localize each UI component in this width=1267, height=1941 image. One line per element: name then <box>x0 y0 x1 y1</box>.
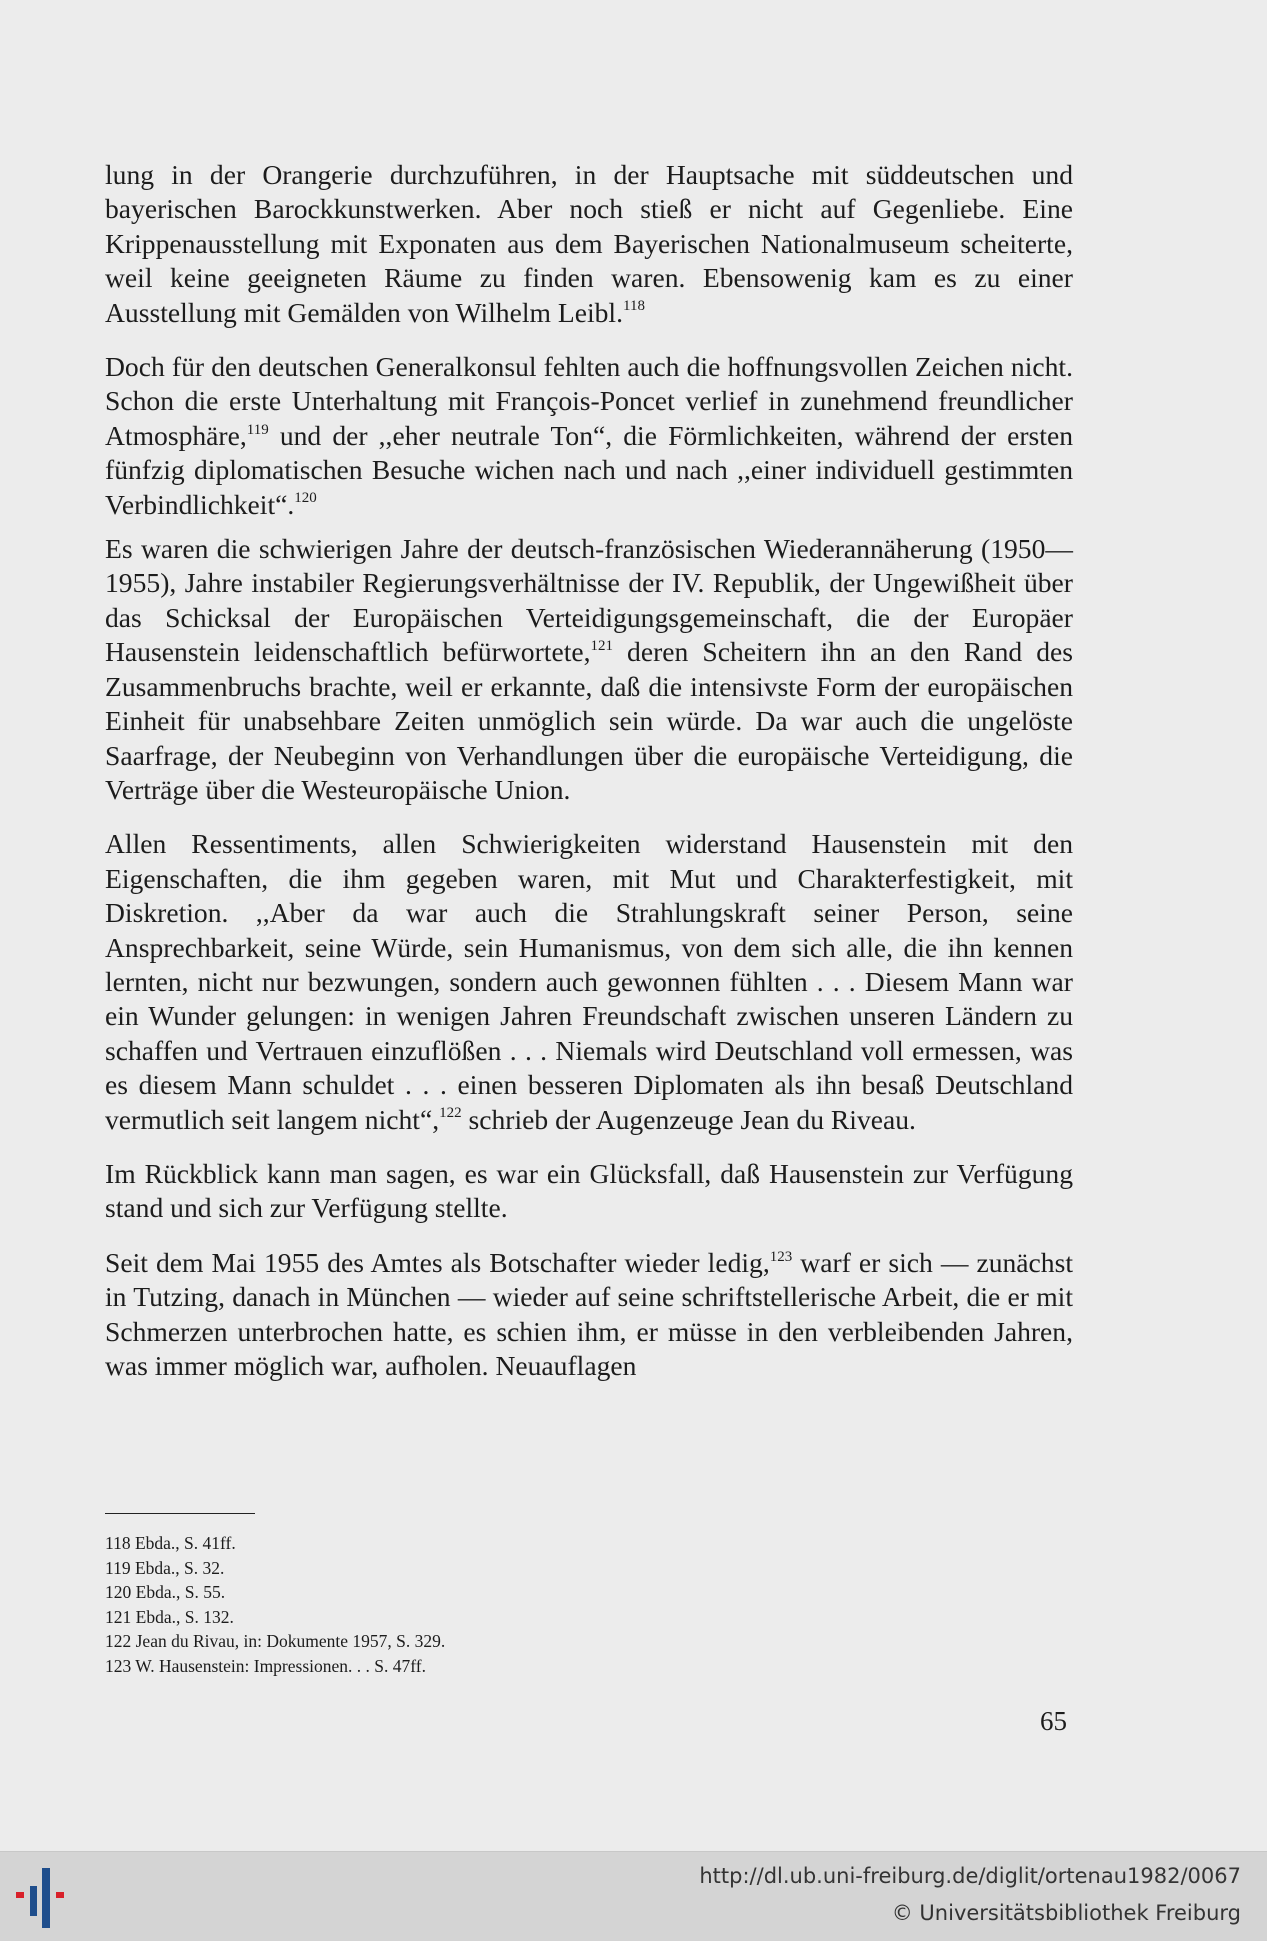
paragraph-text: deren Scheitern ihn an den Rand des Zusammenbruchs brachte, weil er erkannte, daß die intensivste Form der europäischen Einheit für unabsehbare Zeiten unmöglich sein würde. Da war auch die ungelöste Saarfrage, der Neubeginn von Verhandlungen über die europäische Verteidigung, die Verträge über die Westeuropäische Union. <box>105 636 1073 805</box>
footnote-reference: 120 <box>294 490 317 507</box>
footer-divider <box>0 1851 1267 1852</box>
page-number: 65 <box>1040 1706 1067 1736</box>
footnote-reference: 118 <box>623 298 645 315</box>
paragraph-text: warf er sich — zunächst in Tutzing, danach in München — wieder auf seine schriftstellerische Arbeit, die er mit Schmerzen unterbrochen hatte, es schien ihm, er müsse in den verbleibenden Jahren, was immer möglich war, aufholen. Neuauflagen <box>105 1246 1074 1381</box>
footnote-reference: 121 <box>590 638 614 655</box>
paragraph-text: Im Rückblick kann man sagen, es war ein Glücksfall, daß Hausenstein zur Verfügung stand und sich zur Verfügung stellte. <box>105 1157 1073 1224</box>
paragraph-text: Seit dem Mai 1955 des Amtes als Botschafter wieder ledig, <box>105 1246 770 1278</box>
paragraph <box>105 350 1073 522</box>
footnote: 119 Ebda., S. 32. <box>105 1557 225 1578</box>
paragraph-text: lung in der Orangerie durchzuführen, in der Hauptsache mit süddeutschen und bayerischen Barockkunstwerken. Aber noch stieß er nicht auf Gegenliebe. Eine Krippenausstellung mit Exponaten aus dem Bayerischen Nationalmuseum scheiterte, weil keine geeigneten Räume zu finden waren. Ebensowenig kam es zu einer Ausstellung mit Gemälden von Wilhelm Leibl. <box>105 159 1073 328</box>
paragraph <box>105 1157 1073 1226</box>
paragraph-text: und der ,,eher neutrale Ton“, die Förmlichkeiten, während der ersten fünfzig diplomatischen Besuche wichen nach und nach ,,einer individuell gestimmten Verbindlichkeit“. <box>105 419 1073 520</box>
footer-url-link[interactable]: http://dl.ub.uni-freiburg.de/diglit/ortenau1982/0067 <box>699 1864 1241 1888</box>
paragraph-text: Allen Ressentiments, allen Schwierigkeiten widerstand Hausenstein mit den Eigenschaften, die ihm gegeben waren, mit Mut und Charakterfestigkeit, mit Diskretion. ,,Aber da war auch die Strahlungskraft seiner Person, seine Ansprechbarkeit, seine Würde, sein Humanismus, von dem sich alle, die ihn kennen lernten, nicht nur bezwungen, sondern auch gewonnen fühlten . . . Diesem Mann war ein Wunder gelungen: in wenigen Jahren Freundschaft zwischen unseren Ländern zu schaffen und Vertrauen einzuflößen . . . Niemals wird Deutschland voll ermessen, was es diesem Mann schuldet . . . einen besseren Diplomaten als ihn besaß Deutschland vermutlich seit langem nicht“, <box>105 828 1073 1135</box>
paragraph-text: Doch für den deutschen Generalkonsul fehlten auch die hoffnungsvollen Zeichen nicht. Schon die erste Unterhaltung mit François-Poncet verlief in zunehmend freundlicher Atmosphäre, <box>105 351 1073 451</box>
paragraph <box>105 1246 1073 1384</box>
paragraph <box>105 827 1073 1137</box>
paragraph <box>105 158 1073 330</box>
footnote: 122 Jean du Rivau, in: Dokumente 1957, S. 329. <box>105 1631 446 1652</box>
footnote-reference: 119 <box>246 421 269 438</box>
footnote-rule <box>105 1513 255 1514</box>
footnote: 118 Ebda., S. 41ff. <box>105 1533 236 1553</box>
body-text <box>105 158 1073 1403</box>
footnote: 121 Ebda., S. 132. <box>105 1606 234 1627</box>
footnote: 123 W. Hausenstein: Impressionen. . . S. 47ff. <box>105 1655 426 1676</box>
paragraph-text: schrieb der Augenzeuge Jean du Riveau. <box>461 1103 916 1135</box>
footer-copyright: © Universitätsbibliothek Freiburg <box>891 1901 1241 1925</box>
footnote-reference: 122 <box>439 1105 462 1122</box>
paragraph-text: Es waren die schwierigen Jahre der deutsch-französischen Wiederannäherung (1950—1955), Jahre instabiler Regierungsverhältnisse der IV. Republik, der Ungewißheit über das Schicksal der Europäischen Verteidigungsgemeinschaft, die der Europäer Hausenstein leidenschaftlich befürwortete, <box>105 533 1073 668</box>
footnote: 120 Ebda., S. 55. <box>105 1582 226 1603</box>
footnote-reference: 123 <box>769 1248 793 1265</box>
footnotes <box>105 1531 705 1679</box>
paragraph <box>105 532 1073 807</box>
library-logo-icon <box>14 1862 82 1930</box>
